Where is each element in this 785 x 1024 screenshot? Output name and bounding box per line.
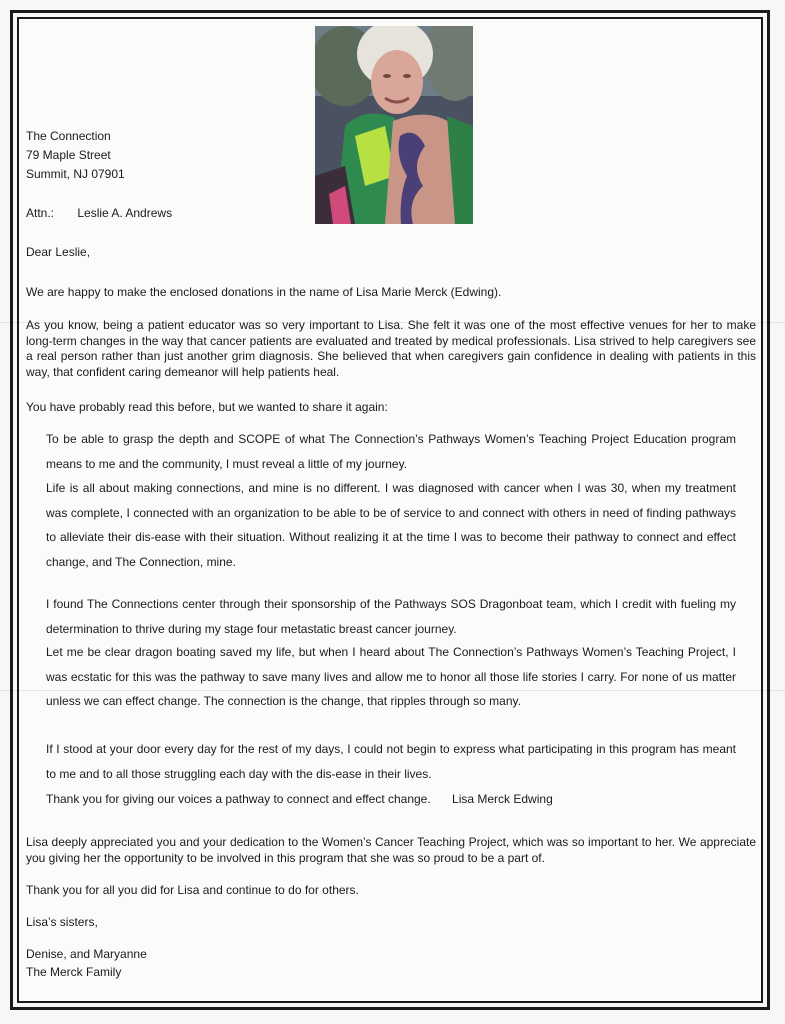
recipient-city: Summit, NJ 07901 (26, 167, 125, 181)
recipient-address (26, 127, 125, 184)
quote-paragraph-3: I found The Connections center through their sponsorship of the Pathways SOS Dragonboat team, which I credit with fueling my determination to thrive during my stage four metastatic breast cancer journey. (46, 597, 736, 636)
closing: Lisa’s sisters, (26, 915, 98, 929)
thanks-line: Thank you for all you did for Lisa and continue to do for others. (26, 883, 359, 897)
recipient-org: The Connection (26, 129, 111, 143)
family-name: The Merck Family (26, 965, 122, 979)
quote-paragraph-5: If I stood at your door every day for the rest of my days, I could not begin to express what participating in this program has meant to me and to all those struggling each day with the dis-ease in their lives. (46, 742, 736, 781)
sister-names: Denise, and Maryanne (26, 947, 147, 961)
patient-educator-paragraph: As you know, being a patient educator was so very important to Lisa. She felt it was one of the most effective venues for her to make long-term changes in the way that cancer patients are evaluated and treated by medical professionals. Lisa strived to help caregivers see a real person rather than just another grim diagnosis. She believed that when caregivers gain confidence in dealing with patients in this way, that confident caring demeanor will help patients heal. (26, 318, 756, 379)
attn-label: Attn.: (26, 206, 55, 220)
quote-closing-line (46, 787, 736, 812)
attention-line (26, 206, 172, 220)
quote-signature: Lisa Merck Edwing (452, 792, 553, 806)
portrait-photo (315, 26, 473, 224)
portrait-image (315, 26, 473, 224)
recipient-street: 79 Maple Street (26, 148, 111, 162)
attn-name: Leslie A. Andrews (77, 206, 173, 220)
signoff-block (26, 913, 147, 981)
quote-paragraph-2: Life is all about making connections, and mine is no different. I was diagnosed with cancer when I was 30, when my treatment was complete, I connected with an organization to be able to be of service to and connect with others in need of finding pathways to alleviate their dis-ease with their situation. Without realizing it at the time I was to become their pathway to connect and effect change, and The Connection, mine. (46, 481, 736, 569)
appreciation-paragraph: Lisa deeply appreciated you and your dedication to the Women’s Cancer Teaching Project, which was so important to her. We appreciate you giving her the opportunity to be involved in this program that she was so proud to be a part of. (26, 835, 756, 865)
share-intro: You have probably read this before, but we wanted to share it again: (26, 400, 388, 414)
intro-paragraph: We are happy to make the enclosed donations in the name of Lisa Marie Merck (Edwing). (26, 285, 502, 299)
salutation: Dear Leslie, (26, 245, 91, 259)
quote-thanks: Thank you for giving our voices a pathway to connect and effect change. (46, 792, 431, 806)
quote-paragraph-1: To be able to grasp the depth and SCOPE of what The Connection’s Pathways Women’s Teaching Project Education program means to me and the community, I must reveal a little of my journey. (46, 432, 736, 471)
quote-paragraph-4: Let me be clear dragon boating saved my life, but when I heard about The Connection’s Pathways Women’s Teaching Project, I was ecstatic for this was the pathway to save many lives and allow me to honor all those life stories I carry. For none of us matter unless we can effect change. The connection is the change, that ripples through so many. (46, 645, 736, 708)
